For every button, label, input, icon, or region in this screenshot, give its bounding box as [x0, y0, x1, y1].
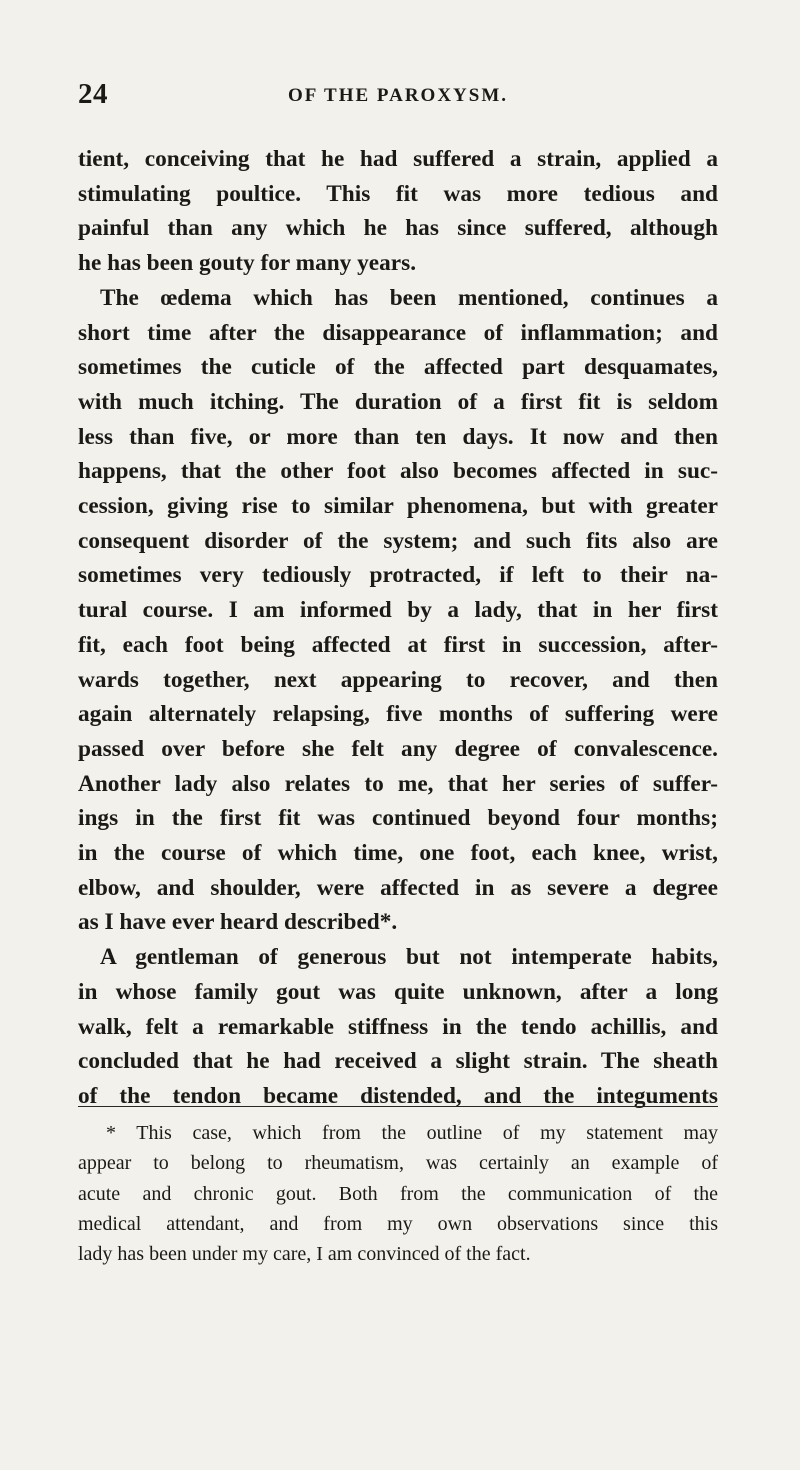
body-line: as I have ever heard described*.: [78, 909, 398, 936]
body-line: tient, conceiving that he had suffered a strain, applied a: [78, 146, 718, 172]
body-line: stimulating poultice. This fit was more tedious and: [78, 180, 718, 207]
footnote-line: lady has been under my care, I am convinced of the fact.: [78, 1243, 531, 1266]
footnote: [78, 1118, 718, 1269]
body-line: cession, giving rise to similar phenomena, but with greater: [78, 493, 718, 520]
page-header: [78, 78, 718, 118]
body-line: tural course. I am informed by a lady, that in her first: [78, 597, 718, 624]
footnote-divider: [78, 1106, 718, 1107]
body-line: consequent disorder of the system; and such fits also are: [78, 527, 718, 554]
body-line: Another lady also relates to me, that her series of suffer-: [78, 770, 718, 797]
body-line: of the tendon became distended, and the integuments: [78, 1082, 718, 1109]
page-number: 24: [78, 78, 108, 110]
body-line: A gentleman of generous but not intemperate habits,: [100, 944, 718, 971]
body-line: concluded that he had received a slight strain. The sheath: [78, 1048, 718, 1075]
body-line: sometimes very tediously protracted, if left to their na-: [78, 562, 718, 589]
body-line: happens, that the other foot also becomes affected in suc-: [78, 458, 718, 485]
body-line: sometimes the cuticle of the affected part desquamates,: [78, 354, 718, 381]
body-line: in the course of which time, one foot, each knee, wrist,: [78, 840, 718, 867]
footnote-line: * This case, which from the outline of my statement may: [106, 1122, 718, 1144]
body-line: less than five, or more than ten days. It now and then: [78, 423, 718, 450]
body-line: fit, each foot being affected at first in succession, after-: [78, 631, 718, 658]
body-line: painful than any which he has since suffered, although: [78, 215, 718, 242]
footnote-line: medical attendant, and from my own observations since this: [78, 1212, 718, 1235]
body-line: walk, felt a remarkable stiffness in the tendo achillis, and: [78, 1013, 718, 1040]
body-line: elbow, and shoulder, were affected in as severe a degree: [78, 874, 718, 901]
body-line: The œdema which has been mentioned, continues a: [100, 284, 718, 311]
footnote-line: acute and chronic gout. Both from the communication of the: [78, 1182, 718, 1205]
body-line: passed over before she felt any degree of convalescence.: [78, 735, 718, 762]
body-line: he has been gouty for many years.: [78, 250, 417, 277]
body-text: [78, 142, 718, 1114]
body-line: with much itching. The duration of a first fit is seldom: [78, 388, 718, 415]
footnote-line: appear to belong to rheumatism, was certainly an example of: [78, 1152, 718, 1175]
body-line: short time after the disappearance of inflammation; and: [78, 319, 718, 346]
body-line: wards together, next appearing to recover, and then: [78, 666, 718, 693]
body-line: in whose family gout was quite unknown, after a long: [78, 978, 718, 1005]
body-line: ings in the first fit was continued beyond four months;: [78, 805, 718, 832]
running-head: OF THE PAROXYSM.: [287, 85, 509, 106]
body-line: again alternately relapsing, five months of suffering were: [78, 701, 718, 728]
